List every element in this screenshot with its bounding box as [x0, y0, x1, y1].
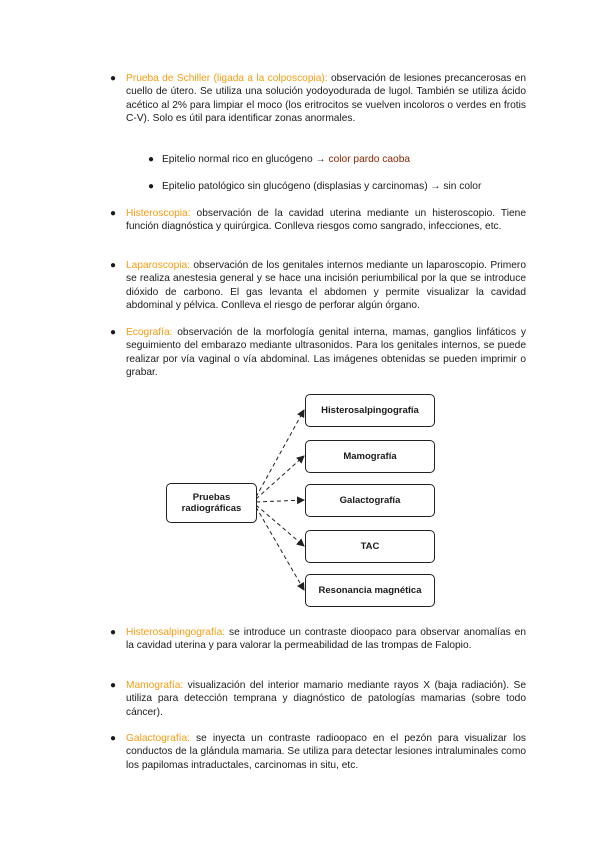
diagram-box-histerosalpingografia: Histerosalpingografía [305, 394, 435, 427]
connector-3 [256, 500, 304, 502]
diagram-box-galactografia: Galactografía [305, 484, 435, 517]
connector-5 [256, 507, 304, 590]
bullet: ● [110, 680, 117, 691]
bullet: ● [148, 181, 155, 192]
item-text: observación de la morfología genital interna, mamas, ganglios linfáticos y seguimiento del embarazo mediante ultrasonidos. Para los genitales internos, se puede realizar por vía vaginal o vía abdominal. Las imágenes obtenidas se pueden imprimir o grabar. [126, 327, 526, 379]
sub-item-text: Epitelio normal rico en glucógeno → [162, 154, 329, 165]
item-text: observación de los genitales internos mediante un laparoscopio. Primero se realiza anestesia general y se hace una incisión periumbilical por la que se introduce dióxido de carbono. El gas levanta el abdomen y permite visualizar la cavidad abdominal y pélvica. Conlleva el riesgo de perforar algún órgano. [126, 260, 526, 312]
diagram-root-box: Pruebas radiográficas [166, 483, 257, 523]
bullet: ● [110, 627, 117, 638]
sub-item-highlight: color pardo caoba [328, 154, 411, 165]
bullet: ● [148, 154, 155, 165]
item-text: visualización del interior mamario mediante rayos X (baja radiación). Se utiliza para detección temprana y diagnóstico de patologías mamarias (sobre todo cáncer). [126, 680, 526, 718]
bullet: ● [110, 208, 117, 219]
diagram-box-resonancia: Resonancia magnética [305, 574, 435, 607]
term-label: Histeroscopia: [126, 208, 191, 219]
term-label: Prueba de Schiller (ligada a la colposcopia): [126, 73, 328, 84]
item-text: observación de lesiones precancerosas en cuello de útero. Se utiliza una solución yodoyodurada de lugol. También se utiliza ácido acético al 2% para limpiar el moco (los eritrocitos se vuelven incoloros o verdes en frotis C-V). Solo es útil para identificar zonas anormales. [126, 73, 526, 125]
sub-item-text: Epitelio patológico sin glucógeno (displasias y carcinomas) → sin color [162, 181, 482, 192]
list-item-galactografia [110, 732, 526, 772]
bullet: ● [110, 73, 117, 84]
connector-4 [256, 505, 304, 546]
connector-1 [256, 410, 304, 497]
diagram-box-tac: TAC [305, 530, 435, 563]
term-label: Ecografía: [126, 327, 173, 338]
item-text: observación de la cavidad uterina mediante un histeroscopio. Tiene función diagnóstica y quirúrgica. Conlleva riesgos como sangrado, infecciones, etc. [126, 208, 526, 233]
bullet: ● [110, 733, 117, 744]
term-label: Histerosalpingografía: [126, 627, 226, 638]
bullet: ● [110, 327, 117, 338]
term-label: Galactografía: [126, 733, 190, 744]
item-text: se introduce un contraste dioopaco para observar anomalías en la cavidad uterina y para valorar la permeabilidad de las trompas de Falopio. [126, 627, 526, 652]
item-text: se inyecta un contraste radioopaco en el pezón para visualizar los conductos de la glándula mamaria. Se utiliza para detectar lesiones intraluminales como los papilomas intraductales, carcinomas in situ, etc. [126, 733, 526, 771]
connector-2 [256, 456, 304, 499]
list-item-mamografia [110, 679, 526, 719]
term-label: Laparoscopia: [126, 260, 191, 271]
term-label: Mamografía: [126, 680, 184, 691]
bullet: ● [110, 260, 117, 271]
list-item-histerosalpingografia [110, 626, 526, 653]
diagram-box-mamografia: Mamografía [305, 440, 435, 473]
